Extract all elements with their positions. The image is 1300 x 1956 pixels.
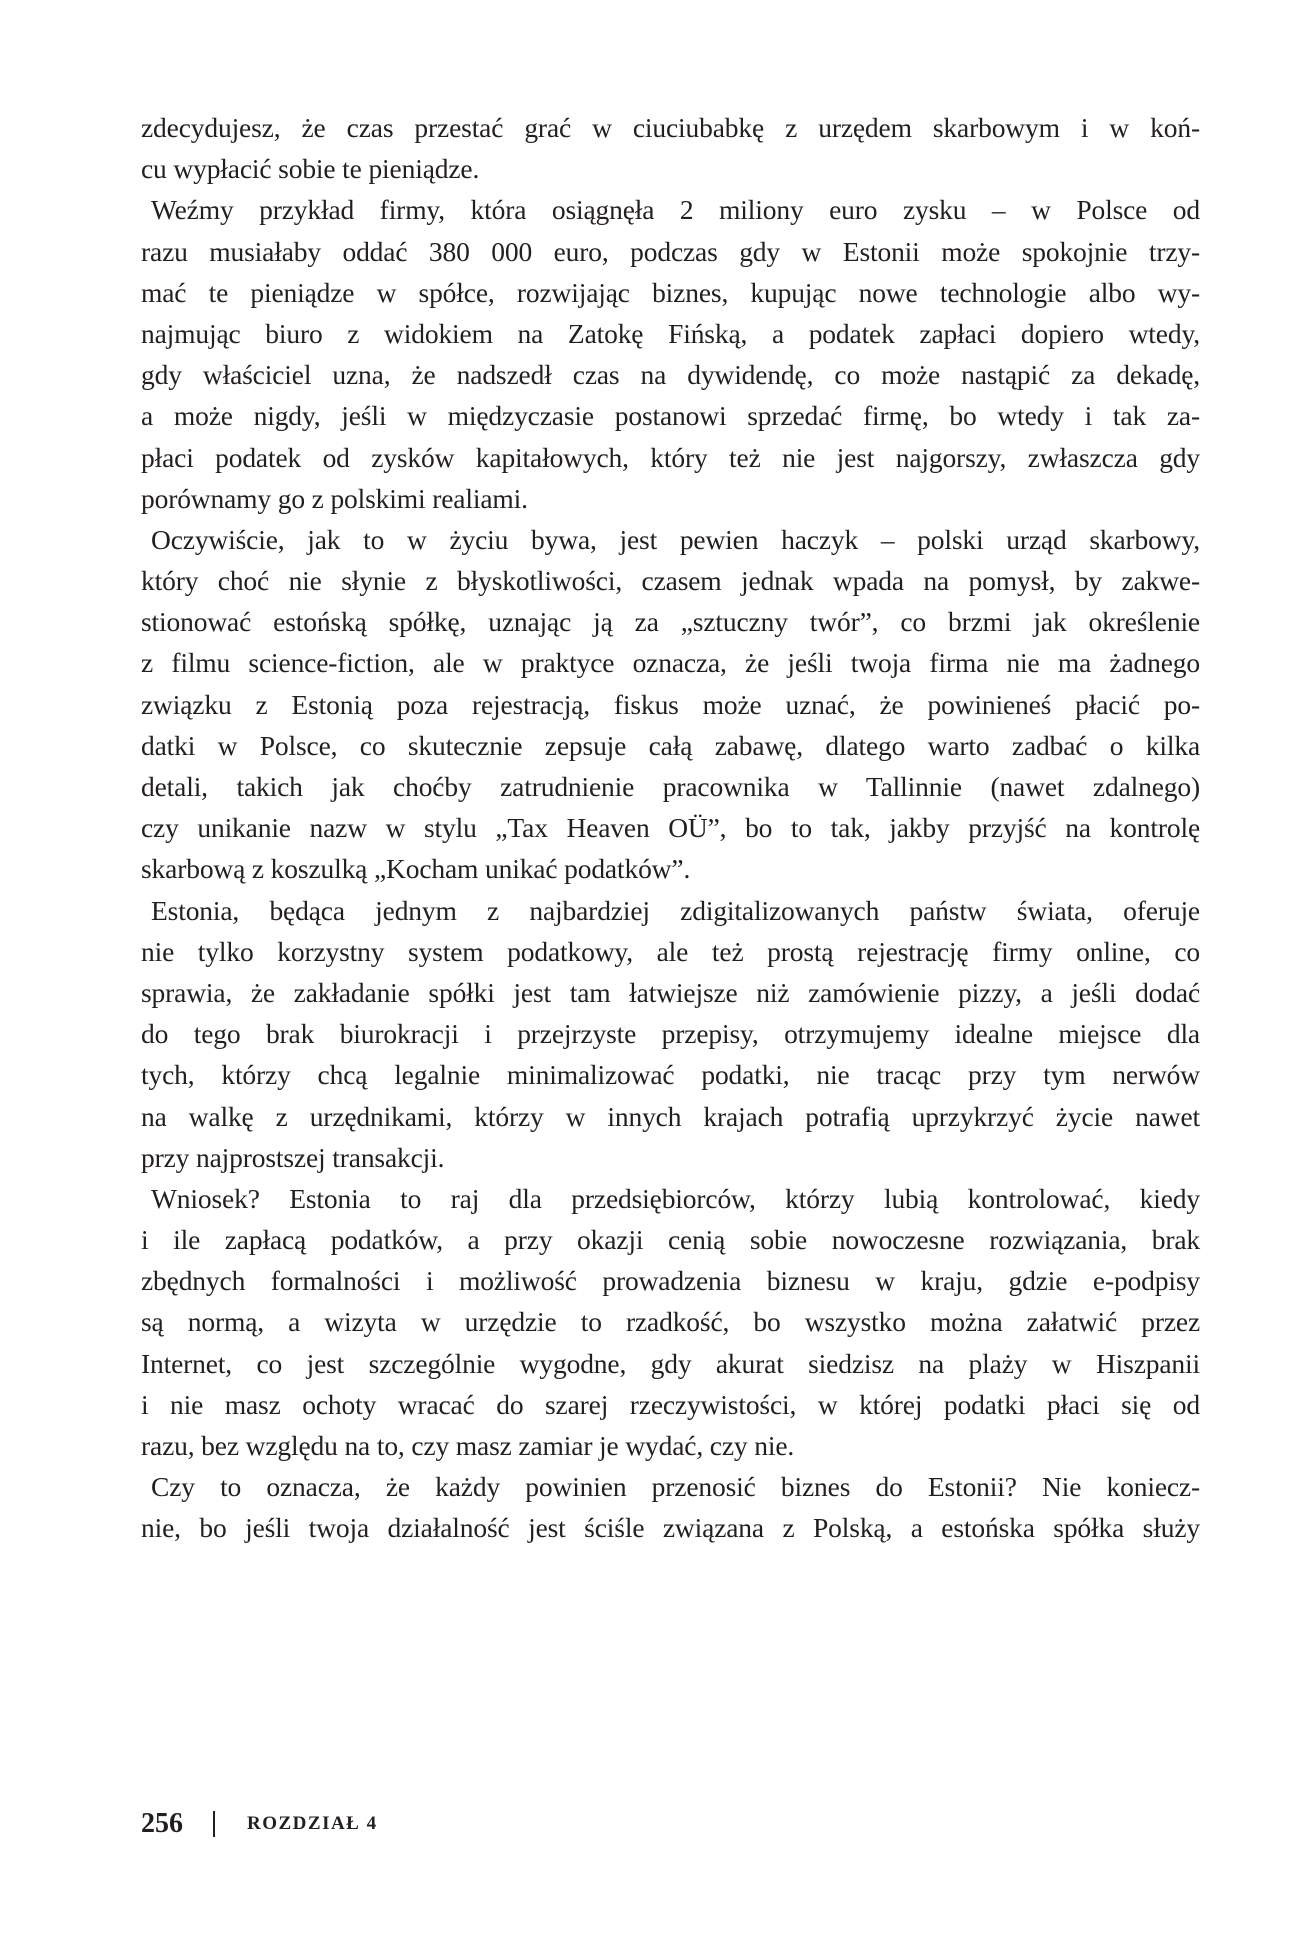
text-line: tych, którzy chcą legalnie minimalizować podatki, nie tracąc przy tym nerwów	[141, 1059, 1200, 1091]
text-line: razu musiałaby oddać 380 000 euro, podczas gdy w Estonii może spokojnie trzy-	[141, 235, 1200, 267]
text-line: datki w Polsce, co skutecznie zepsuje całą zabawę, dlatego warto zadbać o kilka	[141, 729, 1200, 761]
text-line: stionować estońską spółkę, uznając ją za „sztuczny twór”, co brzmi jak określenie	[141, 606, 1200, 638]
text-line: najmując biuro z widokiem na Zatokę Fińską, a podatek zapłaci dopiero wtedy,	[141, 317, 1200, 349]
text-line: Wniosek? Estonia to raj dla przedsiębiorców, którzy lubią kontrolować, kiedy	[151, 1182, 1200, 1214]
page-body	[141, 107, 1200, 1549]
text-line: związku z Estonią poza rejestracją, fiskus może uznać, że powinieneś płacić po-	[141, 688, 1200, 720]
chapter-label: ROZDZIAŁ 4	[247, 1813, 378, 1834]
text-line: są normą, a wizyta w urzędzie to rzadkość, bo wszystko można załatwić przez	[141, 1306, 1200, 1338]
text-line: mać te pieniądze w spółce, rozwijając biznes, kupując nowe technologie albo wy-	[141, 276, 1200, 308]
text-line: razu, bez względu na to, czy masz zamiar je wydać, czy nie.	[141, 1430, 795, 1461]
page-footer	[141, 1808, 378, 1840]
text-line: gdy właściciel uzna, że nadszedł czas na dywidendę, co może nastąpić za dekadę,	[141, 359, 1200, 391]
text-line: zbędnych formalności i możliwość prowadzenia biznesu w kraju, gdzie e-podpisy	[141, 1265, 1200, 1297]
text-line: porównamy go z polskimi realiami.	[141, 482, 528, 514]
text-line: na walkę z urzędnikami, którzy w innych krajach potrafią uprzykrzyć życie nawet	[141, 1100, 1200, 1132]
text-line: sprawia, że zakładanie spółki jest tam łatwiejsze niż zamówienie pizzy, a jeśli dodać	[141, 976, 1200, 1008]
text-line: zdecydujesz, że czas przestać grać w ciuciubabkę z urzędem skarbowym i w koń-	[141, 112, 1200, 143]
text-line: cu wypłacić sobie te pieniądze.	[141, 153, 480, 185]
text-line: nie tylko korzystny system podatkowy, ale też prostą rejestrację firmy online, co	[141, 935, 1200, 967]
text-line: skarbową z koszulką „Kocham unikać podatków”.	[141, 853, 691, 885]
text-line: który choć nie słynie z błyskotliwości, czasem jednak wpada na pomysł, by zakwe-	[141, 565, 1200, 597]
text-line: z filmu science-fiction, ale w praktyce oznacza, że jeśli twoja firma nie ma żadnego	[141, 647, 1200, 679]
text-line: a może nigdy, jeśli w międzyczasie postanowi sprzedać firmę, bo wtedy i tak za-	[141, 400, 1200, 432]
text-line: przy najprostszej transakcji.	[141, 1141, 445, 1173]
text-line: Czy to oznacza, że każdy powinien przenosić biznes do Estonii? Nie koniecz-	[151, 1471, 1200, 1503]
text-line: nie, bo jeśli twoja działalność jest ściśle związana z Polską, a estońska spółka służy	[141, 1512, 1200, 1544]
text-line: Oczywiście, jak to w życiu bywa, jest pewien haczyk – polski urząd skarbowy,	[151, 523, 1200, 555]
text-line: Internet, co jest szczególnie wygodne, gdy akurat siedzisz na plaży w Hiszpanii	[141, 1347, 1200, 1379]
text-line: płaci podatek od zysków kapitałowych, który też nie jest najgorszy, zwłaszcza gdy	[141, 441, 1200, 473]
text-line: czy unikanie nazw w stylu „Tax Heaven OÜ”, bo to tak, jakby przyjść na kontrolę	[141, 812, 1200, 844]
text-line: do tego brak biurokracji i przejrzyste przepisy, otrzymujemy idealne miejsce dla	[141, 1018, 1200, 1050]
text-line: detali, takich jak choćby zatrudnienie pracownika w Tallinnie (nawet zdalnego)	[141, 771, 1200, 802]
page-number: 256	[141, 1808, 183, 1839]
text-line: Weźmy przykład firmy, która osiągnęła 2 miliony euro zysku – w Polsce od	[151, 194, 1200, 226]
footer-divider	[213, 1811, 215, 1837]
text-line: i ile zapłacą podatków, a przy okazji cenią sobie nowoczesne rozwiązania, brak	[141, 1224, 1200, 1256]
text-line: i nie masz ochoty wracać do szarej rzeczywistości, w której podatki płaci się od	[141, 1388, 1200, 1420]
text-line: Estonia, będąca jednym z najbardziej zdigitalizowanych państw świata, oferuje	[151, 894, 1200, 926]
